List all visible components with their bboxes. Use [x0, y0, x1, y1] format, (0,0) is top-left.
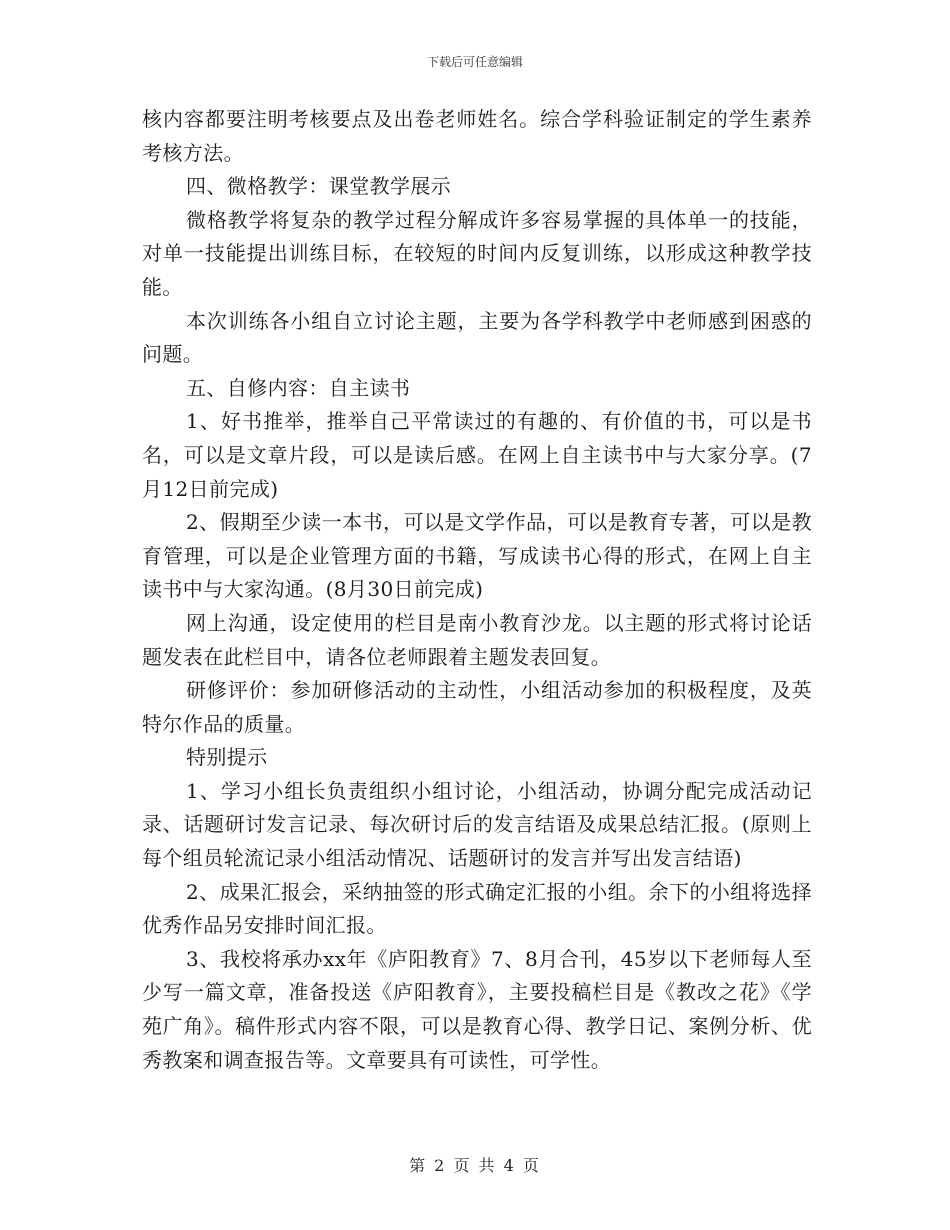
list-item: 1、好书推举，推举自己平常读过的有趣的、有价值的书，可以是书名，可以是文章片段，可以是读后感。在网上自主读书中与大家分享。(7月12日前完成) [142, 409, 812, 501]
paragraph: 本次训练各小组自立讨论主题，主要为各学科教学中老师感到困惑的问题。 [142, 308, 812, 367]
section-heading-microteaching: 四、微格教学：课堂教学展示 [186, 174, 452, 199]
list-item: 1、学习小组长负责组织小组讨论，小组活动，协调分配完成活动记录、话题研讨发言记录、每次研讨后的发言结语及成果总结汇报。(原则上每个组员轮流记录小组活动情况、话题研讨的发言并写出发言结语) [142, 778, 812, 871]
paragraph-continuation: 核内容都要注明考核要点及出卷老师姓名。综合学科验证制定的学生素养考核方法。 [142, 107, 812, 165]
list-item: 2、成果汇报会，采纳抽签的形式确定汇报的小组。余下的小组将选择优秀作品另安排时间汇报。 [142, 879, 812, 938]
document-body [142, 103, 812, 1077]
list-item: 2、假期至少读一本书，可以是文学作品，可以是教育专著，可以是教育管理，可以是企业管理方面的书籍，写成读书心得的形式，在网上自主读书中与大家沟通。(8月30日前完成) [142, 510, 812, 602]
paragraph: 网上沟通，设定使用的栏目是南小教育沙龙。以主题的形式将讨论话题发表在此栏目中，请各位老师跟着主题发表回复。 [142, 610, 812, 669]
page-header: 下载后可任意编辑 [426, 55, 523, 69]
list-item: 3、我校将承办xx年《庐阳教育》7、8月合刊，45岁以下老师每人至少写一篇文章，准备投送《庐阳教育》，主要投稿栏目是《教改之花》《学苑广角》。稿件形式内容不限，可以是教育心得、教学日记、案例分析、优秀教案和调查报告等。文章要具有可读性，可学性。 [142, 946, 812, 1072]
paragraph: 微格教学将复杂的教学过程分解成许多容易掌握的具体单一的技能，对单一技能提出训练目标，在较短的时间内反复训练，以形成这种教学技能。 [142, 207, 812, 299]
page-number: 第 2 页 共 4 页 [409, 1156, 541, 1175]
section-heading-special-notes: 特别提示 [186, 745, 268, 770]
paragraph: 研修评价：参加研修活动的主动性，小组活动参加的积极程度，及英特尔作品的质量。 [142, 678, 812, 736]
section-heading-self-study: 五、自修内容：自主读书 [186, 375, 411, 400]
